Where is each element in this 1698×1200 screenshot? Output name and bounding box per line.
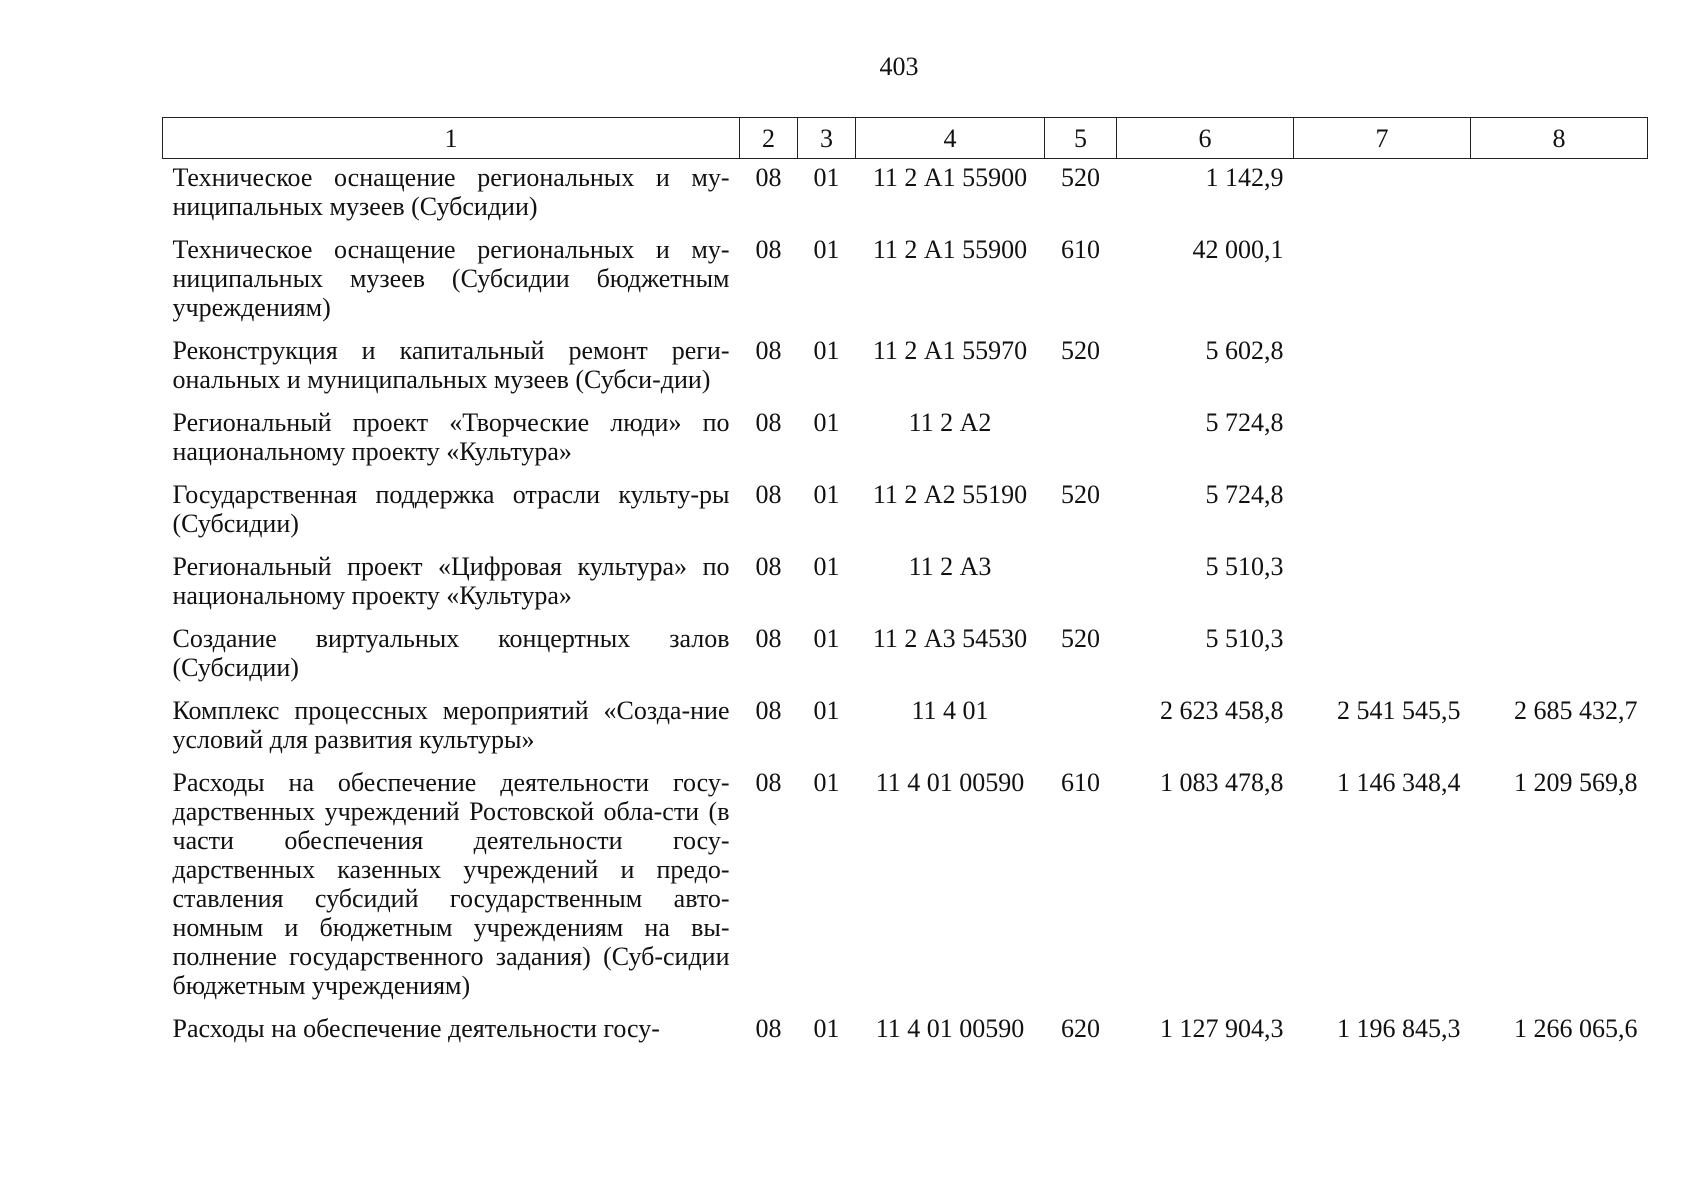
row-expense-type: 520 (1061, 624, 1100, 653)
row-amount-year3: 1 209 569,8 (1514, 768, 1638, 797)
row-subsection: 01 (813, 235, 840, 264)
row-amount-year1: 5 724,8 (1205, 480, 1284, 509)
row-expense-type (1045, 398, 1117, 470)
table-row (163, 159, 1648, 226)
row-amount-year1: 5 724,8 (1205, 408, 1284, 437)
row-amount-year3 (1471, 398, 1648, 470)
row-amount-year2 (1294, 398, 1471, 470)
row-target-article: 11 2 А1 55970 (872, 336, 1028, 365)
row-name: Техническое оснащение региональных и му-ниципальных музеев (Субсидии) (172, 163, 730, 221)
header-col-5: 5 (1045, 118, 1117, 159)
row-amount-year2: 1 196 845,3 (1337, 1014, 1461, 1043)
row-amount-year3 (1471, 159, 1648, 226)
row-section: 08 (755, 696, 782, 725)
row-name: Расходы на обеспечение деятельности госу- (172, 1014, 660, 1043)
row-subsection: 01 (813, 552, 840, 581)
row-amount-year3 (1471, 326, 1648, 398)
row-amount-year1: 1 127 904,3 (1160, 1014, 1284, 1043)
row-subsection: 01 (813, 624, 840, 653)
row-name: Государственная поддержка отрасли культу-ры (Субсидии) (172, 480, 730, 538)
row-amount-year2 (1294, 326, 1471, 398)
row-amount-year3: 1 266 065,6 (1514, 1014, 1638, 1043)
row-section: 08 (755, 163, 782, 192)
row-target-article: 11 2 А3 (908, 552, 992, 581)
row-target-article: 11 4 01 00590 (875, 1014, 1025, 1043)
row-section: 08 (755, 336, 782, 365)
table-row (163, 326, 1648, 398)
row-expense-type: 520 (1061, 163, 1100, 192)
table-header-row (163, 118, 1648, 159)
row-section: 08 (755, 408, 782, 437)
row-target-article: 11 2 А3 54530 (872, 624, 1028, 653)
page-number: 403 (879, 52, 919, 81)
row-subsection: 01 (813, 480, 840, 509)
row-amount-year1: 42 000,1 (1192, 235, 1284, 264)
row-subsection: 01 (813, 163, 840, 192)
row-section: 08 (755, 1014, 782, 1043)
row-amount-year1: 5 602,8 (1205, 336, 1284, 365)
row-target-article: 11 2 А2 (908, 408, 992, 437)
row-expense-type: 620 (1061, 1014, 1100, 1043)
row-section: 08 (755, 235, 782, 264)
row-subsection: 01 (813, 1014, 840, 1043)
row-amount-year1: 2 623 458,8 (1160, 696, 1284, 725)
row-amount-year2 (1294, 159, 1471, 226)
header-col-4: 4 (856, 118, 1045, 159)
row-amount-year1: 1 142,9 (1205, 163, 1284, 192)
table-row (163, 758, 1648, 1004)
header-col-7: 7 (1294, 118, 1471, 159)
row-amount-year3 (1471, 470, 1648, 542)
table-row (163, 470, 1648, 542)
budget-table (162, 117, 1648, 1047)
row-target-article: 11 4 01 00590 (875, 768, 1025, 797)
row-name: Региональный проект «Цифровая культура» по национальному проекту «Культура» (172, 552, 730, 610)
row-subsection: 01 (813, 768, 840, 797)
row-expense-type: 520 (1061, 480, 1100, 509)
row-amount-year2 (1294, 470, 1471, 542)
row-subsection: 01 (813, 696, 840, 725)
row-amount-year2 (1294, 542, 1471, 614)
row-expense-type (1045, 686, 1117, 758)
table-row (163, 225, 1648, 326)
row-amount-year3 (1471, 542, 1648, 614)
row-amount-year2 (1294, 225, 1471, 326)
row-name: Создание виртуальных концертных залов (Субсидии) (172, 624, 730, 682)
table-row (163, 1004, 1648, 1047)
header-col-3: 3 (798, 118, 856, 159)
row-target-article: 11 2 А1 55900 (872, 163, 1028, 192)
row-expense-type: 610 (1061, 235, 1100, 264)
table-row (163, 398, 1648, 470)
row-amount-year1: 1 083 478,8 (1160, 768, 1284, 797)
table-row (163, 614, 1648, 686)
header-col-2: 2 (740, 118, 798, 159)
table-row (163, 686, 1648, 758)
row-expense-type: 610 (1061, 768, 1100, 797)
header-col-8: 8 (1471, 118, 1648, 159)
row-expense-type: 520 (1061, 336, 1100, 365)
row-amount-year2 (1294, 614, 1471, 686)
row-target-article: 11 2 А2 55190 (872, 480, 1028, 509)
row-section: 08 (755, 768, 782, 797)
header-col-1: 1 (163, 118, 740, 159)
row-amount-year2: 1 146 348,4 (1337, 768, 1461, 797)
row-amount-year2: 2 541 545,5 (1337, 696, 1461, 725)
row-amount-year1: 5 510,3 (1205, 624, 1284, 653)
row-section: 08 (755, 552, 782, 581)
row-name: Региональный проект «Творческие люди» по национальному проекту «Культура» (172, 408, 730, 466)
row-subsection: 01 (813, 336, 840, 365)
row-subsection: 01 (813, 408, 840, 437)
row-amount-year3 (1471, 225, 1648, 326)
row-target-article: 11 4 01 (911, 696, 989, 725)
row-amount-year3 (1471, 614, 1648, 686)
row-amount-year3: 2 685 432,7 (1514, 696, 1638, 725)
row-section: 08 (755, 480, 782, 509)
header-col-6: 6 (1117, 118, 1294, 159)
row-name: Реконструкция и капитальный ремонт реги-ональных и муниципальных музеев (Субси-дии) (172, 336, 730, 394)
row-name: Техническое оснащение региональных и му-ниципальных музеев (Субсидии бюджетным учреждениям) (172, 235, 730, 322)
row-section: 08 (755, 624, 782, 653)
row-name: Комплекс процессных мероприятий «Созда-ние условий для развития культуры» (172, 696, 730, 754)
table-row (163, 542, 1648, 614)
row-target-article: 11 2 А1 55900 (872, 235, 1028, 264)
row-amount-year1: 5 510,3 (1205, 552, 1284, 581)
row-expense-type (1045, 542, 1117, 614)
row-name: Расходы на обеспечение деятельности госу-дарственных учреждений Ростовской обла-сти (в части обеспечения деятельности госу-дарственных казенных учреждений и предо-ставления субсидий государственным авто-номным и бюджетным учреждениям на вы-полнение государственного задания) (Суб-сидии бюджетным учреждениям) (172, 768, 730, 1000)
